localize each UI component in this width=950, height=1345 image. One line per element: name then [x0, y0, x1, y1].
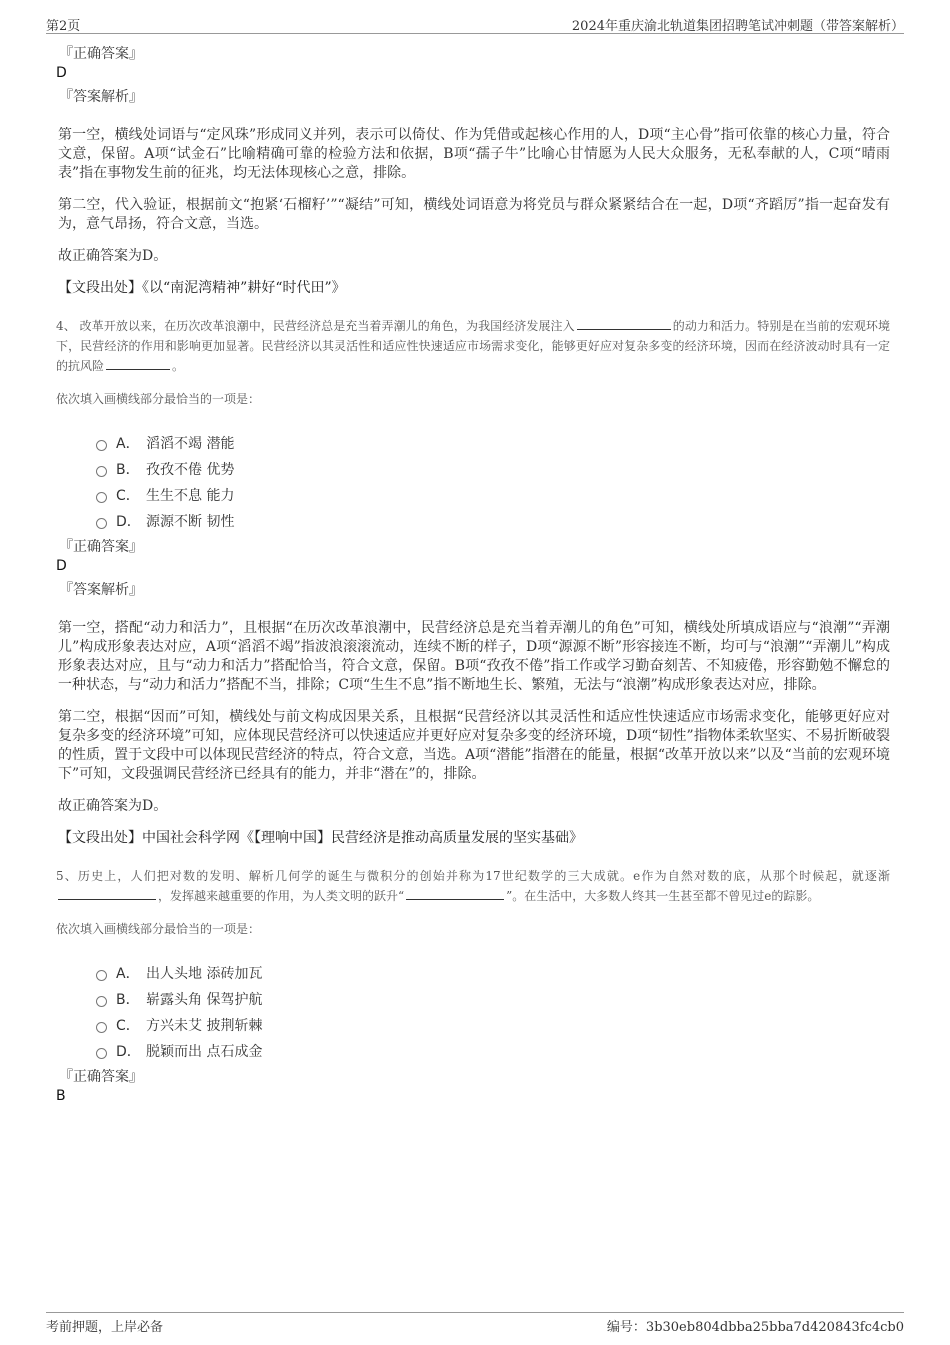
q5-blank-2 [406, 887, 504, 900]
q4-conclusion: 故正确答案为D。 [58, 798, 168, 814]
q5-options [96, 960, 890, 1064]
q3-answer: D [56, 65, 67, 81]
radio-icon[interactable] [96, 1022, 107, 1033]
page-number: 第2页 [46, 19, 81, 34]
radio-icon[interactable] [96, 1048, 107, 1059]
footer-slogan: 考前押题，上岸必备 [46, 1320, 164, 1335]
q5-prompt: 依次填入画横线部分最恰当的一项是： [56, 922, 261, 936]
page-content [56, 45, 890, 1111]
q4-option-d[interactable]: D． 源源不断 韧性 [96, 508, 890, 534]
q5-option-d[interactable]: D． 脱颖而出 点石成金 [96, 1038, 890, 1064]
radio-icon[interactable] [96, 996, 107, 1007]
q4-options [96, 430, 890, 534]
q3-source: 【文段出处】《以“南泥湾精神”耕好“时代田”》 [58, 280, 346, 296]
q4-analysis-tag: 『答案解析』 [59, 582, 143, 598]
radio-icon[interactable] [96, 518, 107, 529]
page-footer [46, 1312, 904, 1335]
radio-icon[interactable] [96, 492, 107, 503]
q4-answer-tag: 『正确答案』 [59, 539, 143, 555]
radio-icon[interactable] [96, 970, 107, 981]
q5-question: 5、历史上，人们把对数的发明、解析几何学的诞生与微积分的创始并称为17世纪数学的三大成就。e作为自然对数的底，从那个时候起，就逐渐，发挥越来越重要的作用，为人类文明的跃升“ ”。在生活中，大多数人终其一生甚至都不曾见过e的踪影。 [56, 869, 890, 903]
q3-analysis-p1: 第一空，横线处词语与“定风珠”形成同义并列，表示可以倚仗、作为凭借或起核心作用的人，D项“主心骨”指可依靠的核心力量，符合文意，保留。A项“试金石”比喻精确可靠的检验方法和依据，B项“孺子牛”比喻心甘情愿为人民大众服务，无私奉献的人，C项“晴雨表”指在事物发生前的征兆，均无法体现核心之意，排除。 [58, 127, 890, 181]
q4-option-a[interactable]: A． 滔滔不竭 潜能 [96, 430, 890, 456]
q3-conclusion: 故正确答案为D。 [58, 248, 168, 264]
document-id: 编号：3b30eb804dbba25bba7d420843fc4cb0 [606, 1320, 904, 1335]
q3-answer-tag: 『正确答案』 [59, 46, 143, 62]
q5-answer-tag: 『正确答案』 [59, 1069, 143, 1085]
q5-option-b[interactable]: B． 崭露头角 保驾护航 [96, 986, 890, 1012]
q4-option-c[interactable]: C． 生生不息 能力 [96, 482, 890, 508]
document-title: 2024年重庆渝北轨道集团招聘笔试冲刺题（带答案解析） [571, 19, 904, 34]
q5-option-a[interactable]: A． 出人头地 添砖加瓦 [96, 960, 890, 986]
q4-prompt: 依次填入画横线部分最恰当的一项是： [56, 392, 261, 406]
q4-analysis-p1: 第一空，搭配“动力和活力”，且根据“在历次改革浪潮中，民营经济总是充当着弄潮儿的角色”可知，横线处所填成语应与“浪潮”“弄潮儿”构成形象表达对应，A项“滔滔不竭”指波浪滚滚流动，连续不断的样子，D项“源源不断”形容接连不断，均可与“浪潮”“弄潮儿”构成形象表达对应，且与“动力和活力”搭配恰当，符合文意，保留。B项“孜孜不倦”指工作或学习勤奋刻苦、不知疲倦，形容勤勉不懈怠的一种状态，与“动力和活力”搭配不当，排除；C项“生生不息”指不断地生长、繁殖，无法与“浪潮”构成形象表达对应，排除。 [58, 620, 890, 693]
q4-source: 【文段出处】中国社会科学网《【理响中国】民营经济是推动高质量发展的坚实基础》 [58, 830, 583, 846]
q3-analysis-tag: 『答案解析』 [59, 89, 143, 105]
page-header [46, 13, 904, 34]
radio-icon[interactable] [96, 440, 107, 451]
q3-analysis-p2: 第二空，代入验证，根据前文“抱紧‘石榴籽’”“凝结”可知，横线处词语意为将党员与群众紧紧结合在一起，D项“齐蹈厉”指一起奋发有为，意气昂扬，符合文意，当选。 [58, 197, 890, 232]
q4-analysis-p2: 第二空，根据“因而”可知，横线处与前文构成因果关系，且根据“民营经济以其灵活性和适应性快速适应市场需求变化，能够更好应对复杂多变的经济环境”可知，应体现民营经济可以快速适应并更好应对复杂多变的经济环境，D项“韧性”指物体柔软坚实、不易折断破裂的性质，置于文段中可以体现民营经济的特点，符合文意，当选。A项“潜能”指潜在的能量，根据“改革开放以来”以及“当前的宏观环境下”可知，文段强调民营经济已经具有的能力，并非“潜在”的，排除。 [58, 709, 890, 782]
q4-option-b[interactable]: B． 孜孜不倦 优势 [96, 456, 890, 482]
q4-question: 4、 改革开放以来，在历次改革浪潮中，民营经济总是充当着弄潮儿的角色，为我国经济发展注入 的动力和活力。特别是在当前的宏观环境下，民营经济的作用和影响更加显著。民营经济以其灵活性和适应性快速适应市场需求变化，能够更好应对复杂多变的经济环境，因而在经济波动时具有一定的抗风险 。 [56, 319, 890, 373]
q5-option-c[interactable]: C． 方兴未艾 披荆斩棘 [96, 1012, 890, 1038]
q4-blank-1 [577, 317, 671, 330]
q4-answer: D [56, 558, 67, 574]
q5-answer: B [56, 1088, 66, 1104]
q5-blank-1 [58, 887, 156, 900]
radio-icon[interactable] [96, 466, 107, 477]
q4-blank-2 [106, 357, 170, 370]
